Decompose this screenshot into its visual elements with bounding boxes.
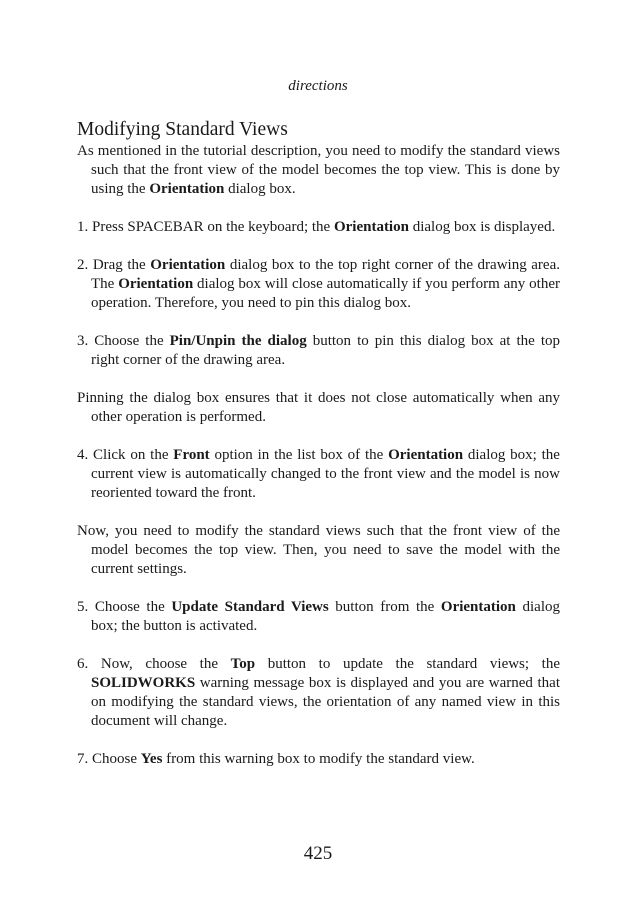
intro-paragraph bbox=[77, 142, 560, 199]
section-title: Modifying Standard Views bbox=[77, 119, 288, 140]
step-3-text: 3. Choose the bbox=[77, 333, 170, 349]
step-3-text-end: button to pin this dialog box at the top right corner of the drawing area. bbox=[91, 333, 560, 368]
step-6-bold-2: SOLIDWORKS bbox=[91, 675, 196, 691]
note-pinning: Pinning the dialog box ensures that it does not close automatically when any other operation is performed. bbox=[77, 390, 560, 425]
step-7-text: 7. Choose bbox=[77, 751, 141, 767]
step-1 bbox=[77, 218, 560, 237]
step-1-bold: Orientation bbox=[333, 219, 409, 235]
step-2-text: 2. Drag the bbox=[77, 257, 151, 273]
step-1-text-end: dialog box is displayed. bbox=[408, 219, 556, 235]
step-6-text: 6. Now, choose the bbox=[77, 656, 231, 672]
step-5-text: 5. Choose the bbox=[77, 599, 172, 615]
step-5 bbox=[77, 598, 560, 636]
step-5-bold-1: Update Standard Views bbox=[171, 599, 329, 615]
step-7-text-end: from this warning box to modify the standard view. bbox=[162, 751, 475, 767]
step-4 bbox=[77, 446, 560, 503]
intro-bold-orientation: Orientation bbox=[149, 181, 225, 197]
running-head: directions bbox=[288, 78, 348, 94]
step-6-text-end: warning message box is displayed and you are warned that on modifying the standard views, the orientation of any named view in this document will change. bbox=[91, 675, 560, 729]
page-content bbox=[77, 118, 560, 769]
step-7-bold: Yes bbox=[140, 751, 163, 767]
step-2 bbox=[77, 256, 560, 313]
intro-text-end: dialog box. bbox=[224, 181, 296, 197]
step-7 bbox=[77, 750, 560, 769]
step-5-text-end: dialog box; the button is activated. bbox=[91, 599, 560, 634]
step-3 bbox=[77, 332, 560, 370]
step-5-text-mid: button from the bbox=[328, 599, 441, 615]
step-6 bbox=[77, 655, 560, 731]
page-number: 425 bbox=[303, 843, 333, 864]
step-4-bold-1: Front bbox=[173, 447, 210, 463]
step-6-bold-1: Top bbox=[230, 656, 256, 672]
step-3-bold: Pin/Unpin the dialog bbox=[169, 333, 307, 349]
step-2-text-end: dialog box will close automatically if you perform any other operation. Therefore, you need to pin this dialog box. bbox=[91, 276, 560, 311]
step-4-text: 4. Click on the bbox=[77, 447, 174, 463]
intro-text: As mentioned in the tutorial description, you need to modify the standard views such that the front view of the model becomes the top view. This is done by using the bbox=[77, 143, 560, 197]
note-modify-views: Now, you need to modify the standard views such that the front view of the model becomes the top view. Then, you need to save the model with the current settings. bbox=[77, 523, 560, 577]
step-1-text: 1. Press SPACEBAR on the keyboard; the bbox=[77, 219, 334, 235]
step-2-text-mid: dialog box to the top right corner of the drawing area. The bbox=[91, 257, 560, 292]
step-6-text-mid: button to update the standard views; the bbox=[255, 656, 560, 672]
step-5-bold-2: Orientation bbox=[440, 599, 516, 615]
step-4-bold-2: Orientation bbox=[388, 447, 464, 463]
step-4-text-end: dialog box; the current view is automatically changed to the front view and the model is now reoriented toward the front. bbox=[91, 447, 560, 501]
step-4-text-mid: option in the list box of the bbox=[209, 447, 389, 463]
step-2-bold-1: Orientation bbox=[150, 257, 226, 273]
step-2-bold-2: Orientation bbox=[118, 276, 194, 292]
